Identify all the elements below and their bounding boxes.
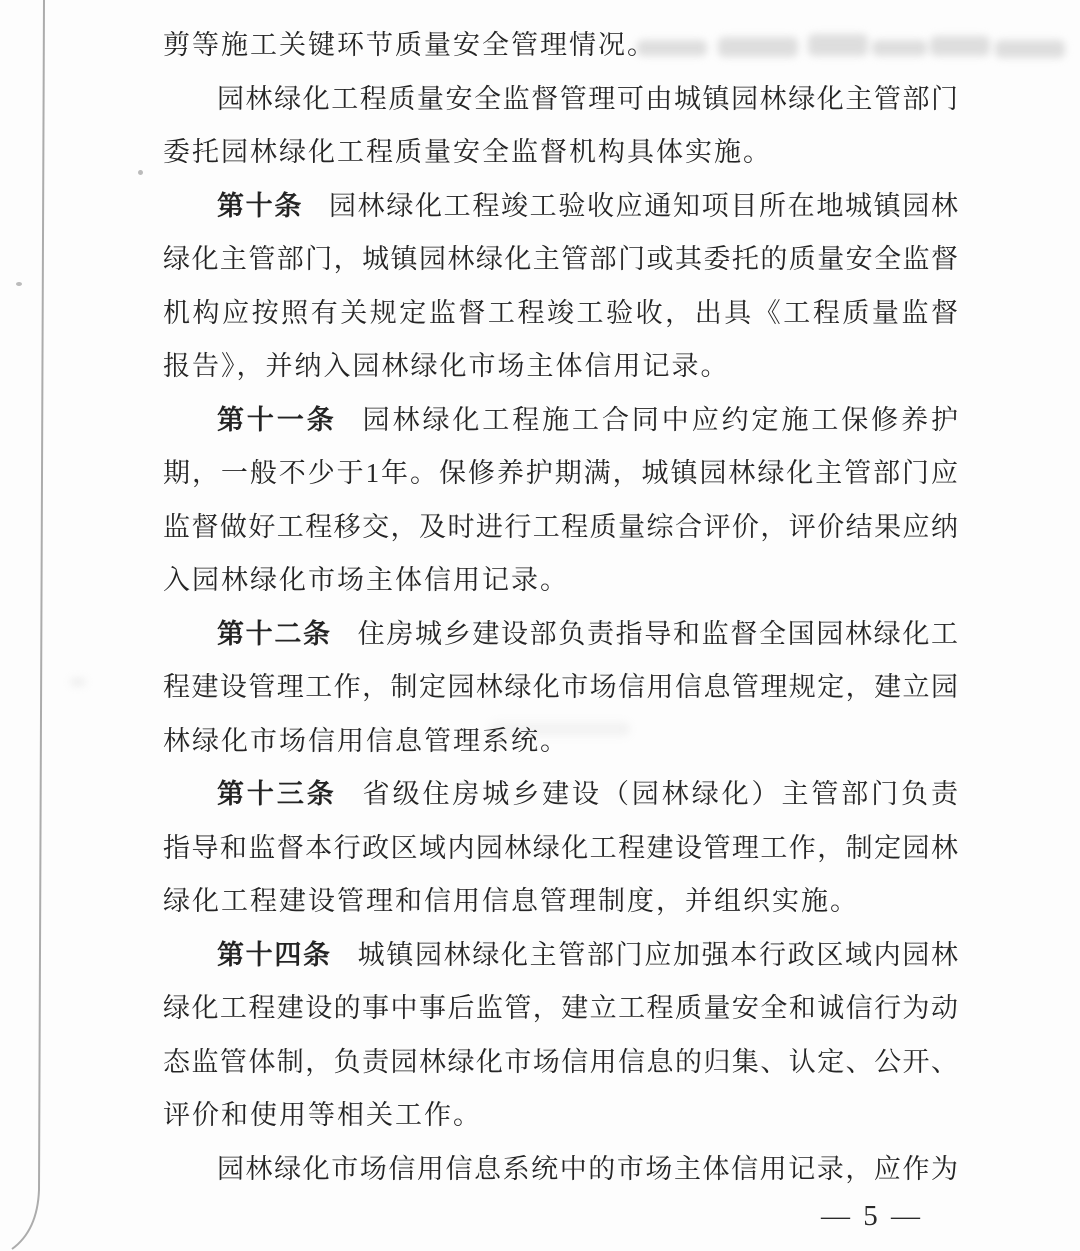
line-text: 委托园林绿化工程质量安全监督机构具体实施。: [163, 137, 772, 167]
line-text: 绿化主管部门，城镇园林绿化主管部门或其委托的质量安全监督: [163, 244, 958, 274]
line-text: 绿化工程建设的事中事后监管，建立工程质量安全和诚信行为动: [163, 993, 958, 1023]
line-text: 园林绿化市场信用信息系统中的市场主体信用记录，应作为: [217, 1153, 958, 1184]
line-text: 剪等施工关键环节质量安全管理情况。: [163, 30, 656, 60]
line-text: 态监管体制，负责园林绿化市场信用信息的归集、认定、公开、: [163, 1046, 958, 1077]
text-line: [163, 340, 958, 394]
line-text: 监督做好工程移交，及时进行工程质量综合评价，评价结果应纳: [163, 511, 958, 542]
line-text: 入园林绿化市场主体信用记录。: [163, 565, 569, 595]
article-number: 第十一条: [217, 404, 337, 435]
line-text: 期，一般不少于1年。保修养护期满，城镇园林绿化主管部门应: [163, 458, 958, 488]
text-line: [163, 554, 958, 608]
line-text: 住房城乡建设部负责指导和监督全国园林绿化工: [357, 618, 958, 649]
line-text: 评价和使用等相关工作。: [163, 1100, 482, 1130]
text-line: [163, 233, 958, 287]
text-line: [163, 501, 958, 555]
ink-speck: [16, 282, 22, 286]
text-line: [163, 447, 958, 501]
line-text: 园林绿化工程竣工验收应通知项目所在地城镇园林: [329, 190, 958, 221]
text-line: [163, 1143, 958, 1197]
line-text: 绿化工程建设管理和信用信息管理制度，并组织实施。: [163, 886, 859, 916]
article-number: 第十二条: [217, 618, 332, 649]
text-line: [163, 19, 958, 73]
text-line: [163, 929, 958, 983]
text-line: [163, 73, 958, 127]
text-line: [163, 822, 958, 876]
text-line: [163, 1036, 958, 1090]
text-line: [163, 180, 958, 234]
article-number: 第十四条: [217, 939, 332, 970]
document-body: [163, 19, 958, 1196]
line-text: 园林绿化工程施工合同中应约定施工保修养护: [362, 404, 958, 435]
ghost-smudge: [995, 40, 1065, 58]
line-text: 城镇园林绿化主管部门应加强本行政区域内园林: [357, 939, 958, 970]
text-line: [163, 661, 958, 715]
line-text: 省级住房城乡建设（园林绿化）主管部门负责: [362, 779, 958, 809]
text-line: [163, 982, 958, 1036]
text-line: [163, 287, 958, 341]
text-line: [163, 608, 958, 662]
ink-speck: [138, 170, 143, 175]
line-text: 指导和监督本行政区域内园林绿化工程建设管理工作，制定园林: [163, 832, 958, 863]
line-text: 程建设管理工作，制定园林绿化市场信用信息管理规定，建立园: [163, 672, 958, 702]
page-number: — 5 —: [821, 1200, 923, 1232]
line-text: 机构应按照有关规定监督工程竣工验收，出具《工程质量监督: [163, 297, 958, 328]
line-text: 园林绿化工程质量安全监督管理可由城镇园林绿化主管部门: [217, 83, 958, 114]
text-line: [163, 1089, 958, 1143]
text-line: [163, 126, 958, 180]
text-line: [163, 715, 958, 769]
text-line: [163, 875, 958, 929]
line-text: 报告》，并纳入园林绿化市场主体信用记录。: [163, 351, 730, 381]
ghost-smudge: [70, 678, 86, 686]
article-number: 第十条: [217, 190, 303, 221]
article-number: 第十三条: [217, 779, 337, 809]
line-text: 林绿化市场信用信息管理系统。: [163, 725, 569, 756]
text-line: [163, 768, 958, 822]
text-line: [163, 394, 958, 448]
